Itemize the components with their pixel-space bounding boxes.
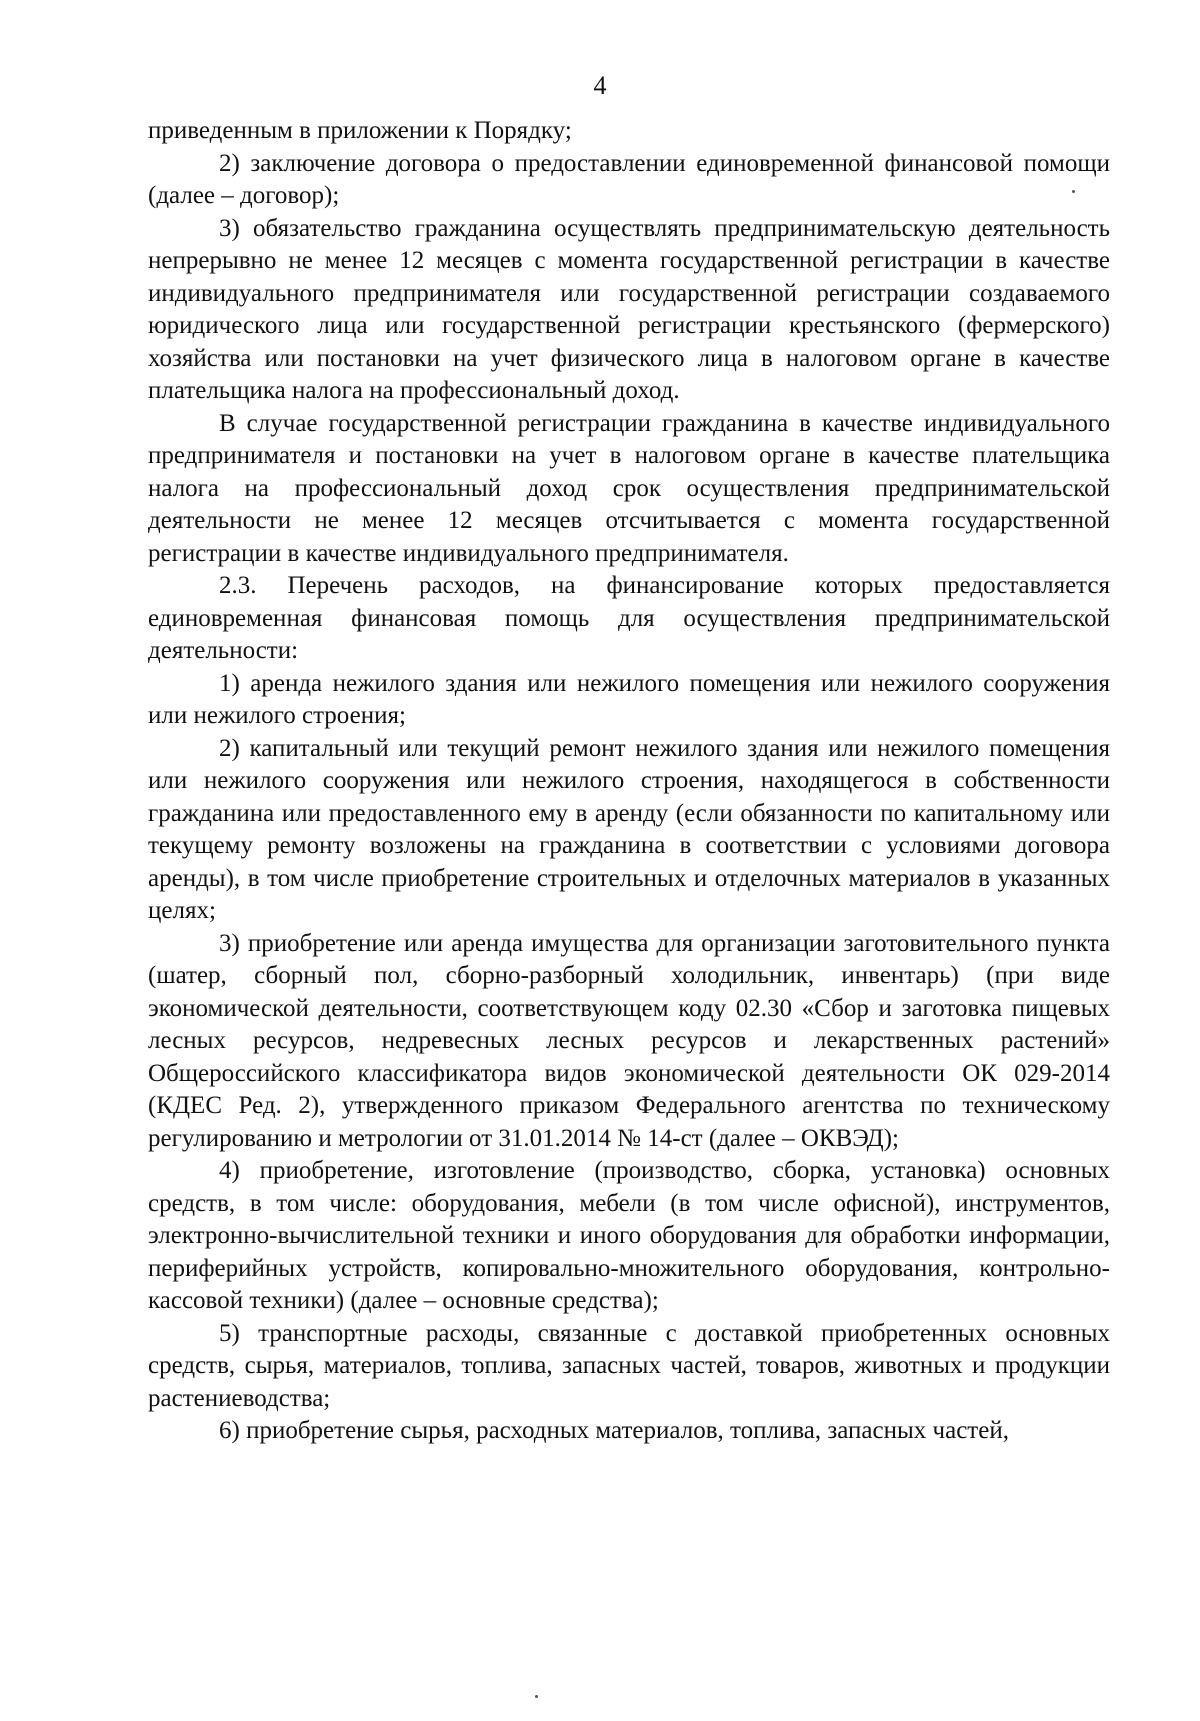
expense-item-2-repair: 2) капитальный или текущий ремонт нежилого здания или нежилого помещения или нежилого сооружения или нежилого строения, находящегося в собственности гражданина или предоставленного ему в аренду (если обязанности по капитальному или текущему ремонту возложены на гражданина в соответствии с условиями договора аренды), в том числе приобретение строительных и отделочных материалов в указанных целях; <box>148 734 1110 924</box>
expense-item-3-procurement-point: 3) приобретение или аренда имущества для организации заготовительного пункта (шатер, сборный пол, сборно-разборный холодильник, инвентарь) (при виде экономической деятельности, соответствующем коду 02.30 «Сбор и заготовка пищевых лесных ресурсов, недревесных лесных ресурсов и лекарственных растений» Общероссийского классификатора видов экономической деятельности ОК 029-2014 (КДЕС Ред. 2), утвержденного приказом Федерального агентства по техническому регулированию и метрологии от 31.01.2014 № 14-ст (далее – ОКВЭД); <box>148 929 1110 1152</box>
expense-item-4-fixed-assets: 4) приобретение, изготовление (производство, сборка, установка) основных средств, в том числе: оборудования, мебели (в том числе офисной), инструментов, электронно-вычислительной техники и иного оборудования для обработки информации, периферийных устройств, копировально-множительного оборудования, контрольно-кассовой техники) (далее – основные средства); <box>148 1157 1110 1314</box>
scan-speck <box>1072 190 1075 193</box>
list-item-2-contract: 2) заключение договора о предоставлении единовременной финансовой помощи (далее – договор); <box>148 149 1110 209</box>
expense-item-5-transport: 5) транспортные расходы, связанные с доставкой приобретенных основных средств, сырья, материалов, топлива, запасных частей, товаров, животных и продукции растениеводства; <box>148 1319 1110 1412</box>
list-item-3-obligation: 3) обязательство гражданина осуществлять предпринимательскую деятельность непрерывно не менее 12 месяцев с момента государственной регистрации в качестве индивидуального предпринимателя или государственной регистрации создаваемого юридического лица или государственной регистрации крестьянского (фермерского) хозяйства или постановки на учет физического лица в налоговом органе в качестве плательщика налога на профессиональный доход. <box>148 214 1110 404</box>
page-number: 4 <box>593 71 607 100</box>
paragraph-continuation: приведенным в приложении к Порядку; <box>148 117 572 144</box>
expense-item-1-rent: 1) аренда нежилого здания или нежилого помещения или нежилого сооружения или нежилого строения; <box>148 669 1110 729</box>
document-body <box>148 115 1110 1448</box>
expense-item-6-raw-materials: 6) приобретение сырья, расходных материалов, топлива, запасных частей, <box>219 1417 1009 1444</box>
section-2-3-heading: 2.3. Перечень расходов, на финансирование которых предоставляется единовременная финансовая помощь для осуществления предпринимательской деятельности: <box>148 572 1110 664</box>
scan-speck <box>535 1695 538 1698</box>
paragraph-registration-case: В случае государственной регистрации гражданина в качестве индивидуального предпринимателя и постановки на учет в налоговом органе в качестве плательщика налога на профессиональный доход срок осуществления предпринимательской деятельности не менее 12 месяцев отсчитывается с момента государственной регистрации в качестве индивидуального предпринимателя. <box>148 409 1110 567</box>
